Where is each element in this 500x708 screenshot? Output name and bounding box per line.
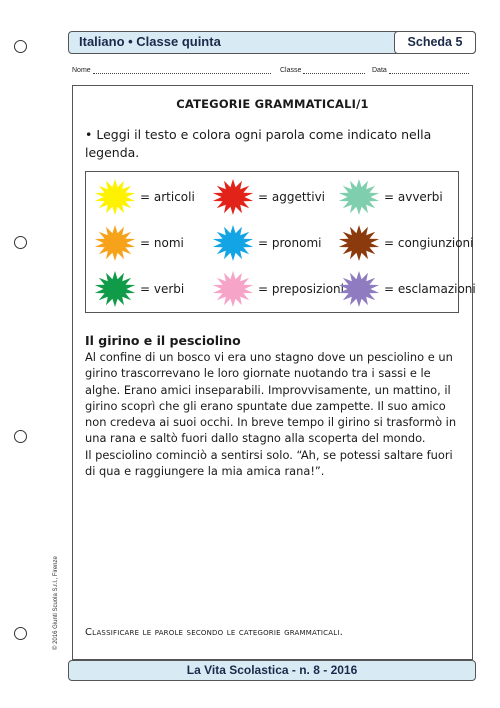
date-field[interactable]: Data bbox=[372, 66, 469, 74]
color-legend bbox=[85, 171, 476, 313]
legend-item: = avverbi bbox=[336, 177, 443, 217]
story-paragraph: Al confine di un bosco vi era uno stagno dove un pesciolino e un girino trascorrevano le loro giornate nuotando tra i sassi e le alghe. Erano amici inseparabili. Improvvisamente, un mattino, il girino scoprì che gli erano spuntate due zampette. Il suo amico non credeva ai suoi occhi. In breve tempo il girino si trasformò in una rana e saltò fuori dallo stagno alla scoperta del mondo. bbox=[85, 350, 457, 446]
star-swatch-icon bbox=[210, 270, 256, 308]
star-swatch-icon bbox=[92, 224, 138, 262]
star-swatch-icon bbox=[92, 178, 138, 216]
legend-item: = congiunzioni bbox=[336, 223, 474, 263]
worksheet-title: CATEGORIE GRAMMATICALI/1 bbox=[176, 97, 369, 111]
star-swatch-icon bbox=[92, 270, 138, 308]
legend-item: = pronomi bbox=[210, 223, 321, 263]
star-swatch-icon bbox=[336, 270, 382, 308]
sheet-number: Scheda 5 bbox=[394, 31, 476, 54]
binder-hole bbox=[14, 430, 27, 443]
star-swatch-icon bbox=[210, 178, 256, 216]
story-title: Il girino e il pesciolino bbox=[85, 333, 241, 348]
name-field[interactable]: Nome bbox=[72, 66, 271, 74]
star-swatch-icon bbox=[210, 224, 256, 262]
binder-hole bbox=[14, 40, 27, 53]
class-field[interactable]: Classe bbox=[280, 66, 365, 74]
instruction-text: • Leggi il testo e colora ogni parola come indicato nella legenda. bbox=[85, 127, 432, 160]
legend-item: = articoli bbox=[92, 177, 195, 217]
worksheet-panel bbox=[72, 85, 476, 660]
legend-item: = aggettivi bbox=[210, 177, 325, 217]
legend-item: = preposizioni bbox=[210, 269, 344, 309]
footer-bar: La Vita Scolastica - n. 8 - 2016 bbox=[68, 660, 476, 681]
story-text bbox=[85, 349, 463, 479]
subject-label: Italiano • Classe quinta bbox=[79, 34, 221, 49]
binder-hole bbox=[14, 236, 27, 249]
legend-item: = verbi bbox=[92, 269, 184, 309]
legend-item: = esclamazioni bbox=[336, 269, 476, 309]
task-instruction: Classificare le parole secondo le categorie grammaticali. bbox=[85, 627, 344, 638]
story-paragraph: Il pesciolino cominciò a sentirsi solo. “Ah, se potessi saltare fuori di qua e raggiungere la mia amica rana!”. bbox=[85, 447, 453, 479]
legend-item: = nomi bbox=[92, 223, 184, 263]
star-swatch-icon bbox=[336, 224, 382, 262]
copyright-note: © 2016 Giunti Scuola S.r.l., Firenze bbox=[53, 556, 59, 650]
star-swatch-icon bbox=[336, 178, 382, 216]
header-bar bbox=[68, 31, 476, 54]
binder-hole bbox=[14, 627, 27, 640]
